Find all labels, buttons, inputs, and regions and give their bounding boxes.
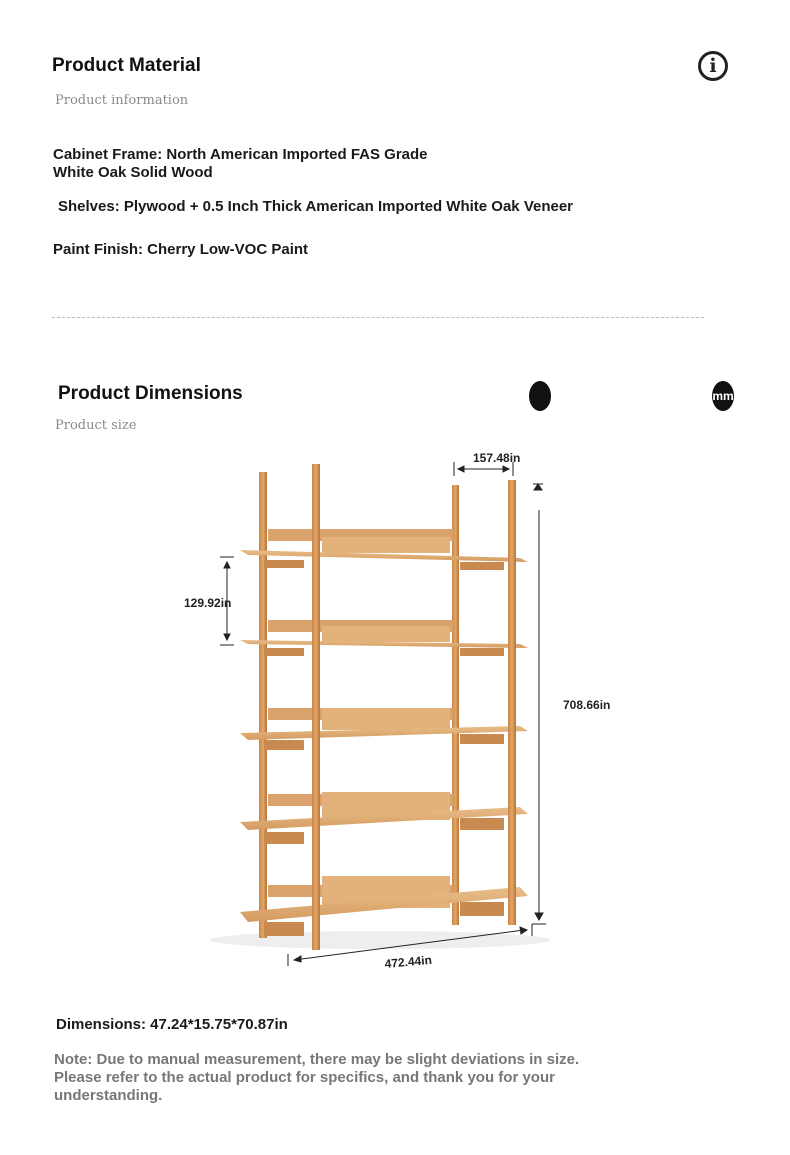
shelf-level-2 [240, 620, 528, 656]
frame-line-1: Cabinet Frame: North American Imported FAS Grade [53, 146, 428, 163]
info-icon[interactable]: i [698, 51, 728, 81]
shelves-line: Shelves: Plywood + 0.5 Inch Thick American Imported White Oak Veneer [58, 198, 574, 215]
front-right-post [508, 480, 516, 925]
dimensions-summary: Dimensions: 47.24*15.75*70.87in [56, 1016, 288, 1033]
shelf-level-3 [240, 708, 528, 750]
shelf-gap-label: 129.92in [184, 596, 232, 610]
unit-mm-label: mm [712, 389, 734, 403]
dimensions-subtitle: Product size [55, 418, 137, 433]
height-dimension-arrow [532, 484, 546, 936]
bookshelf-illustration [0, 440, 790, 980]
front-left-post [312, 464, 320, 950]
measurement-note [54, 1051, 754, 1105]
shelf-level-5 [240, 876, 528, 936]
shelf-level-4 [240, 792, 528, 844]
finish-line: Paint Finish: Cherry Low-VOC Paint [53, 241, 309, 258]
note-line-2: Please refer to the actual product for specifics, and thank you for your [54, 1069, 555, 1086]
unit-toggle-mm[interactable] [712, 381, 734, 411]
shelf-level-1 [240, 529, 528, 570]
width-label: 472.44in [384, 952, 433, 971]
material-title: Product Material [52, 55, 201, 76]
back-left-post [259, 472, 267, 938]
material-subtitle: Product information [55, 93, 189, 108]
unit-toggle-left[interactable] [529, 381, 551, 411]
back-right-post [452, 485, 459, 925]
note-line-1: Note: Due to manual measurement, there may be slight deviations in size. [54, 1051, 580, 1068]
height-label: 708.66in [563, 698, 611, 712]
section-divider [52, 317, 704, 318]
depth-label: 157.48in [473, 451, 521, 465]
note-line-3: understanding. [54, 1087, 163, 1104]
frame-line-2: White Oak Solid Wood [53, 164, 213, 181]
dimensions-title: Product Dimensions [58, 383, 243, 404]
